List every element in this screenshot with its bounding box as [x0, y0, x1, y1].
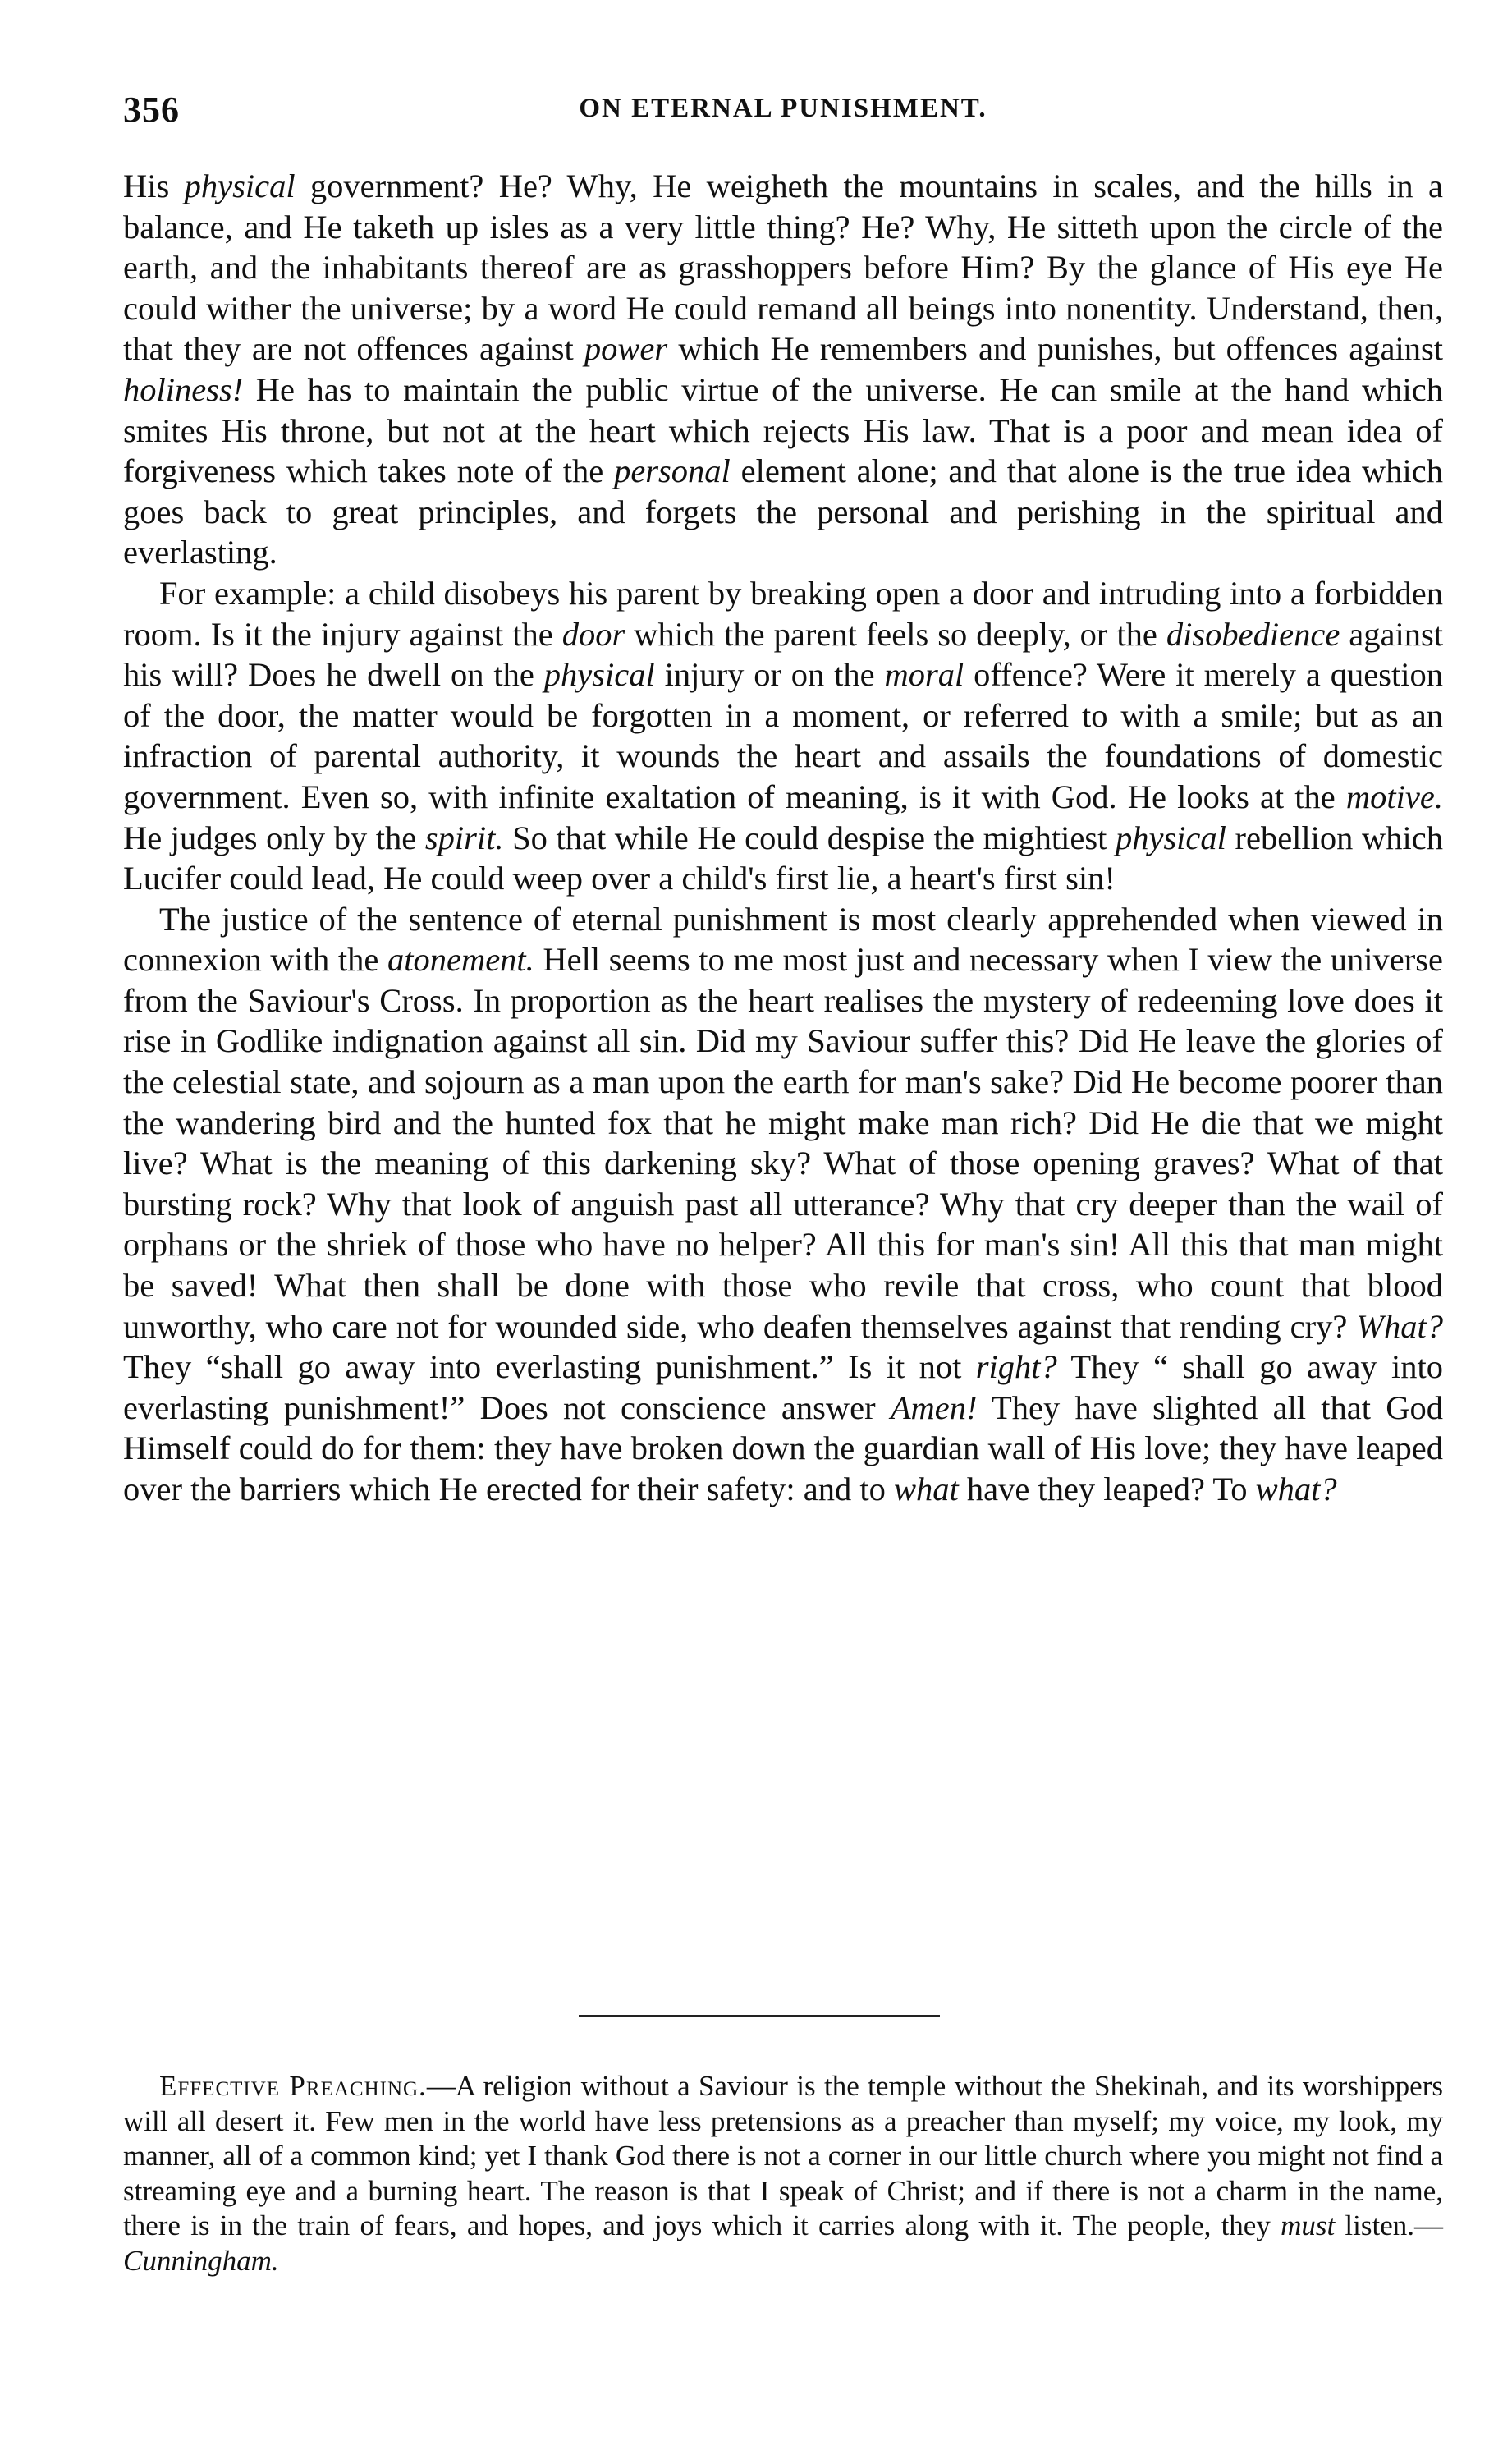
- emphasis: power: [584, 330, 668, 368]
- main-text: [123, 166, 1443, 1510]
- emphasis: Amen!: [890, 1388, 978, 1426]
- emphasis: door: [561, 615, 625, 653]
- emphasis: personal: [614, 452, 731, 490]
- emphasis: physical: [543, 656, 655, 694]
- emphasis: right?: [975, 1348, 1057, 1386]
- emphasis: holiness!: [123, 370, 244, 408]
- paragraph-physical-government: His physical government? He? Why, He weigheth the mountains in scales, and the hills in a balance, and He taketh up isles as a very little thing? He? Why, He sitteth upon the circle of the earth, and the inhabitants thereof are as grasshoppers before Him? By the glance of His eye He could wither the universe; by a word He could remand all beings into nonentity. Understand, then, that they are not offences against power which He remembers and punishes, but offences against holiness! He has to maintain the public virtue of the universe. He can smile at the hand which smites His throne, but not at the heart which rejects His law. That is a poor and mean idea of forgiveness which takes note of the personal element alone; and that alone is the true idea which goes back to great principles, and forgets the personal and perishing in the spiritual and everlasting.: [123, 167, 1444, 571]
- emphasis: atonement.: [387, 941, 534, 979]
- emphasis: spirit.: [424, 819, 504, 856]
- section-divider: [579, 2015, 940, 2017]
- footnote-effective-preaching: [123, 2069, 1443, 2278]
- note-heading: Effective Preaching.: [159, 2070, 427, 2102]
- note-author: Cunningham.: [123, 2244, 279, 2277]
- paragraph-justice-of-sentence: The justice of the sentence of eternal punishment is most clearly apprehended when viewed in connexion with the atonement. Hell seems to me most just and necessary when I view the universe from the Saviour's Cross. In proportion as the heart realises the mystery of redeeming love does it rise in Godlike indignation against all sin. Did my Saviour suffer this? Did He leave the glories of the celestial state, and sojourn as a man upon the earth for man's sake? Did He become poorer than the wandering bird and the hunted fox that he might make man rich? Did He die that we might live? What is the meaning of this darkening sky? What of those opening graves? What of that bursting rock? Why that look of anguish past all utterance? Why that cry deeper than the wail of orphans or the shriek of those who have no helper? All this for man's sin! All this that man might be saved! What then shall be done with those who revile that cross, who count that blood unworthy, who care not for wounded side, who deafen themselves against that rending cry? What? They “shall go away into everlasting punishment.” Is it not right? They “ shall go away into everlasting punishment!” Does not conscience answer Amen! They have slighted all that God Himself could do for them: they have broken down the guardian wall of His love; they have leaped over the barriers which He erected for their safety: and to what have they leaped? To what?: [123, 900, 1443, 1507]
- emphasis: What?: [1356, 1307, 1443, 1345]
- emphasis: disobedience: [1166, 615, 1340, 653]
- note-paragraph: Effective Preaching.—A religion without a Saviour is the temple without the Shekinah, and its worshippers will all desert it. Few men in the world have less pretensions as a preacher than myself; my voice, my look, my manner, all of a common kind; yet I thank God there is not a corner in our little church where you might not find a streaming eye and a burning heart. The reason is that I speak of Christ; and if there is not a charm in the name, there is in the train of fears, and hopes, and joys which it carries along with it. The people, they must listen.—Cunningham.: [123, 2070, 1444, 2277]
- page-number: 356: [123, 89, 180, 130]
- paragraph-for-example: For example: a child disobeys his parent by breaking open a door and intruding into a forbidden room. Is it the injury against the door which the parent feels so deeply, or the disobedience against his will? Does he dwell on the physical injury or on the moral offence? Were it merely a question of the door, the matter would be forgotten in a moment, or referred to with a smile; but as an infraction of parental authority, it wounds the heart and assails the foundations of domestic government. Even so, with infinite exaltation of meaning, is it with God. He looks at the motive. He judges only by the spirit. So that while He could despise the mightiest physical rebellion which Lucifer could lead, He could weep over a child's first lie, a heart's first sin!: [123, 574, 1444, 897]
- emphasis: physical: [1115, 819, 1226, 856]
- emphasis: physical: [184, 167, 296, 204]
- emphasis: moral: [884, 656, 964, 694]
- emphasis: what: [893, 1471, 959, 1507]
- emphasis: must: [1281, 2209, 1336, 2241]
- emphasis: what?: [1255, 1471, 1337, 1507]
- running-head: ON ETERNAL PUNISHMENT.: [579, 94, 987, 123]
- page-header: [123, 89, 1443, 135]
- emphasis: motive.: [1345, 778, 1443, 815]
